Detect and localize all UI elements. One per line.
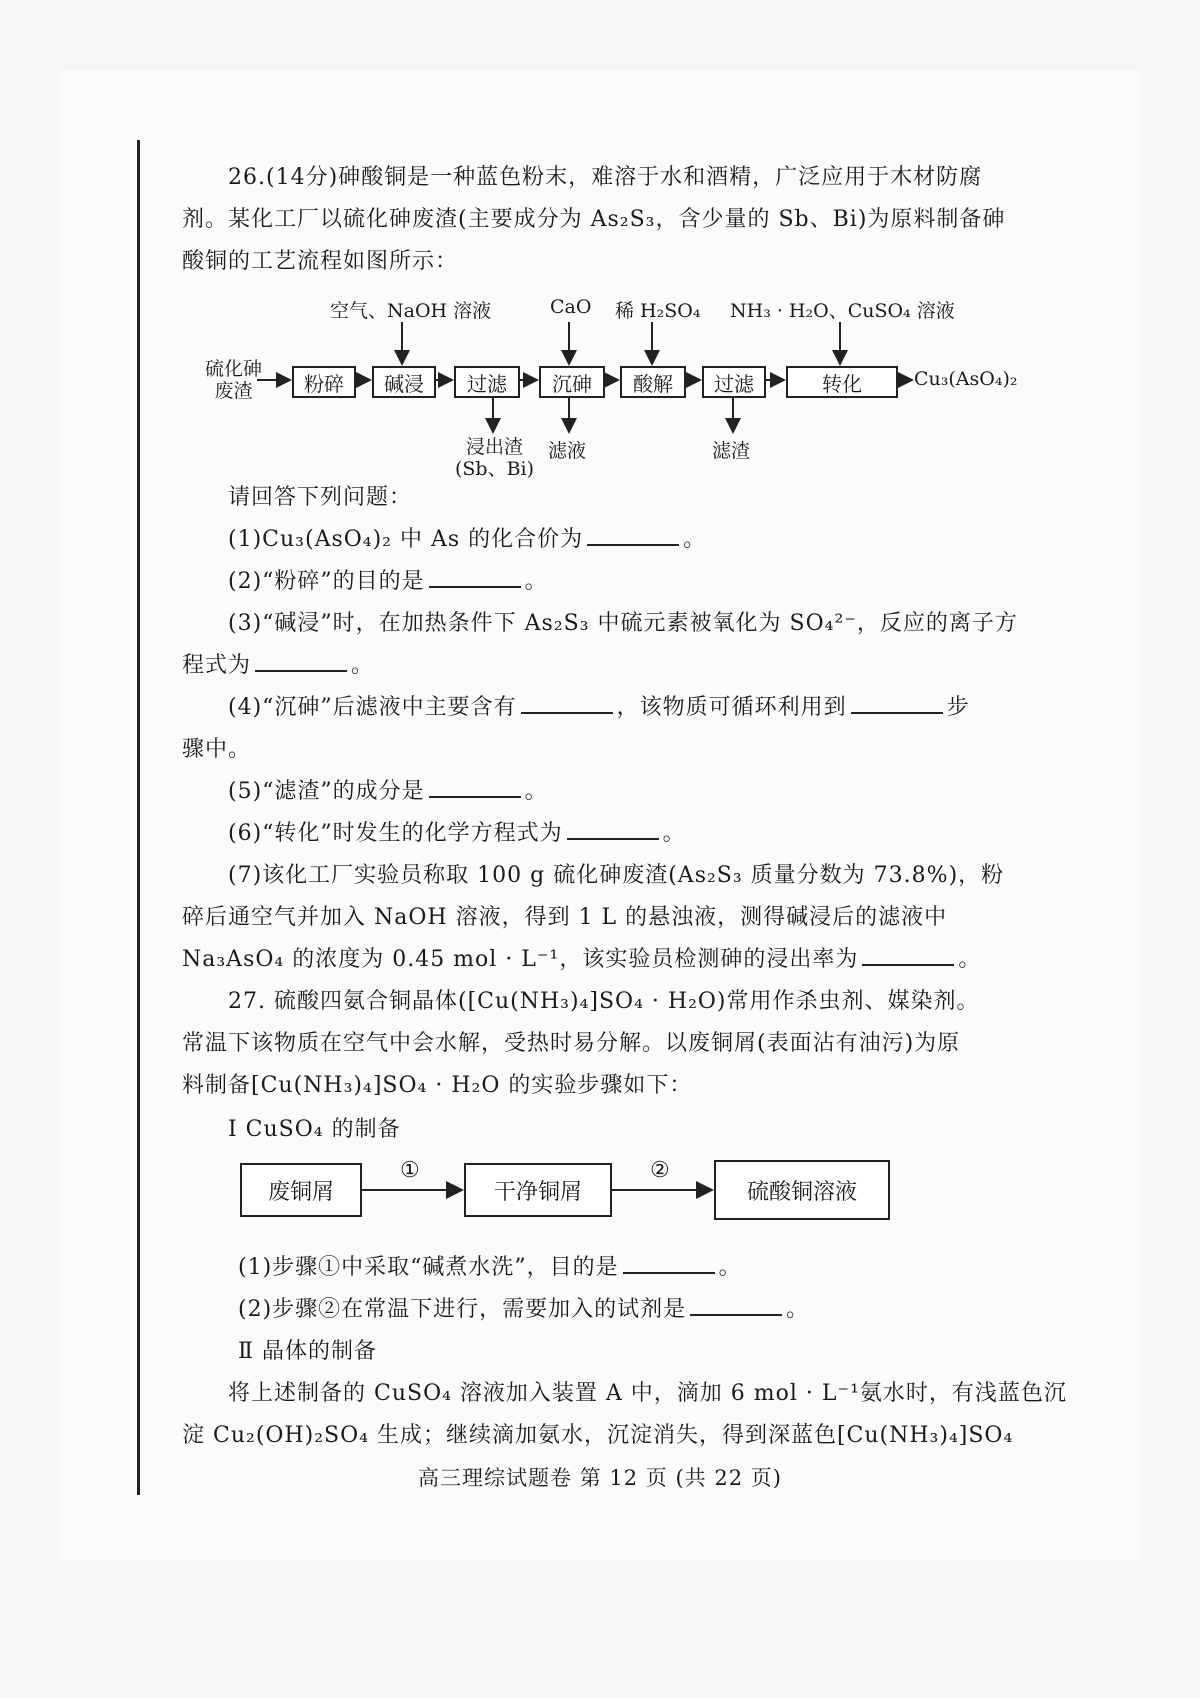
q27-sub-2 xyxy=(238,1292,809,1323)
q27-sub-1-text: (1)步骤①中采取“碱煮水洗”，目的是 xyxy=(238,1255,619,1280)
flow2-box-scrap-copper: 废铜屑 xyxy=(240,1163,362,1217)
flow-step-acid-hydrolysis: 酸解 xyxy=(620,366,686,398)
flow-output-filtrate: 滤液 xyxy=(548,440,587,462)
flow-step-filter-1: 过滤 xyxy=(454,366,520,398)
q27-sub-2-text: (2)步骤②在常温下进行，需要加入的试剂是 xyxy=(238,1297,687,1322)
flow2-box-clean-copper: 干净铜屑 xyxy=(464,1163,612,1217)
flow2-step-1-label: ① xyxy=(400,1158,420,1183)
period: 。 xyxy=(683,527,707,552)
flow-start-material: 硫化砷 废渣 xyxy=(205,358,263,402)
q27-part1-title: Ⅰ CuSO₄ 的制备 xyxy=(228,1117,401,1142)
answer-blank[interactable] xyxy=(623,1252,715,1274)
flow-input-air-naoh: 空气、NaOH 溶液 xyxy=(330,300,492,322)
q27-line-1: 27. 硫酸四氨合铜晶体([Cu(NH₃)₄]SO₄ · H₂O)常用作杀虫剂、媒染剂。 xyxy=(228,989,980,1014)
q26-line-3: 酸铜的工艺流程如图所示： xyxy=(182,249,459,274)
flow-input-ammonia-cuso4: NH₃ · H₂O、CuSO₄ 溶液 xyxy=(730,300,955,322)
flow-step-conversion: 转化 xyxy=(786,366,898,398)
q26-sub-2-text: (2)“粉碎”的目的是 xyxy=(228,569,425,594)
q26-line-2: 剂。某化工厂以硫化砷废渣(主要成分为 As₂S₃，含少量的 Sb、Bi)为原料制备砷 xyxy=(182,207,1006,232)
page-footer: 高三理综试题卷 第 12 页 (共 22 页) xyxy=(418,1466,782,1490)
q27-line-3: 料制备[Cu(NH₃)₄]SO₄ · H₂O 的实验步骤如下： xyxy=(182,1073,693,1098)
q26-sub-3a: (3)“碱浸”时，在加热条件下 As₂S₃ 中硫元素被氧化为 SO₄²⁻，反应的离子方 xyxy=(228,611,1018,636)
answer-blank[interactable] xyxy=(690,1294,782,1316)
q26-prompt: 请回答下列问题： xyxy=(228,485,413,510)
flow-output-filter-residue: 滤渣 xyxy=(712,440,751,462)
q26-sub-7a: (7)该化工厂实验员称取 100 g 硫化砷废渣(As₂S₃ 质量分数为 73.8%)，粉 xyxy=(228,863,1005,888)
q27-part2-para-2: 淀 Cu₂(OH)₂SO₄ 生成；继续滴加氨水，沉淀消失，得到深蓝色[Cu(NH₃)₄]SO₄ xyxy=(182,1423,1014,1448)
flow-step-alkali-leach: 碱浸 xyxy=(372,366,436,398)
q27-sub-1 xyxy=(238,1250,742,1281)
period: 。 xyxy=(524,569,548,594)
period: 。 xyxy=(524,779,548,804)
q26-sub-5-text: (5)“滤渣”的成分是 xyxy=(228,779,425,804)
q27-part2-title: Ⅱ 晶体的制备 xyxy=(238,1339,377,1364)
q26-sub-7c-text: Na₃AsO₄ 的浓度为 0.45 mol · L⁻¹，该实验员检测砷的浸出率为 xyxy=(182,947,859,972)
q27-line-2: 常温下该物质在空气中会水解，受热时易分解。以废铜屑(表面沾有油污)为原 xyxy=(182,1031,961,1056)
flow-output-leach-residue: 浸出渣 (Sb、Bi) xyxy=(455,436,535,480)
period: 。 xyxy=(786,1297,810,1322)
q26-sub-4b: 骤中。 xyxy=(182,737,252,762)
q26-sub-4a-text-2: ，该物质可循环利用到 xyxy=(616,695,847,720)
flow2-step-2-label: ② xyxy=(650,1158,670,1183)
q26-line-1: 26.(14分)砷酸铜是一种蓝色粉末，难溶于水和酒精，广泛应用于木材防腐 xyxy=(228,165,983,190)
period: 。 xyxy=(662,821,686,846)
q26-sub-4a-text-3: 步 xyxy=(946,695,970,720)
flow-step-arsenic-precipitation: 沉砷 xyxy=(539,366,605,398)
flow-product: Cu₃(AsO₄)₂ xyxy=(914,368,1018,390)
flow-step-filter-2: 过滤 xyxy=(702,366,766,398)
flow-input-cao: CaO xyxy=(550,296,592,318)
flow-step-crush: 粉碎 xyxy=(292,366,356,398)
q27-part2-para-1: 将上述制备的 CuSO₄ 溶液加入装置 A 中，滴加 6 mol · L⁻¹氨水时，有浅蓝色沉 xyxy=(228,1381,1067,1406)
q26-sub-4a-text: (4)“沉砷”后滤液中主要含有 xyxy=(228,695,517,720)
flow2-box-copper-sulfate-solution: 硫酸铜溶液 xyxy=(714,1160,890,1220)
q26-sub-7b: 碎后通空气并加入 NaOH 溶液，得到 1 L 的悬浊液，测得碱浸后的滤液中 xyxy=(182,905,948,930)
period: 。 xyxy=(958,947,982,972)
q26-sub-6-text: (6)“转化”时发生的化学方程式为 xyxy=(228,821,563,846)
flow-input-dilute-h2so4: 稀 H₂SO₄ xyxy=(615,300,701,322)
period: 。 xyxy=(718,1255,742,1280)
q26-sub-1-text: (1)Cu₃(AsO₄)₂ 中 As 的化合价为 xyxy=(228,527,584,552)
q26-sub-3b-text: 程式为 xyxy=(182,653,252,678)
period: 。 xyxy=(351,653,375,678)
